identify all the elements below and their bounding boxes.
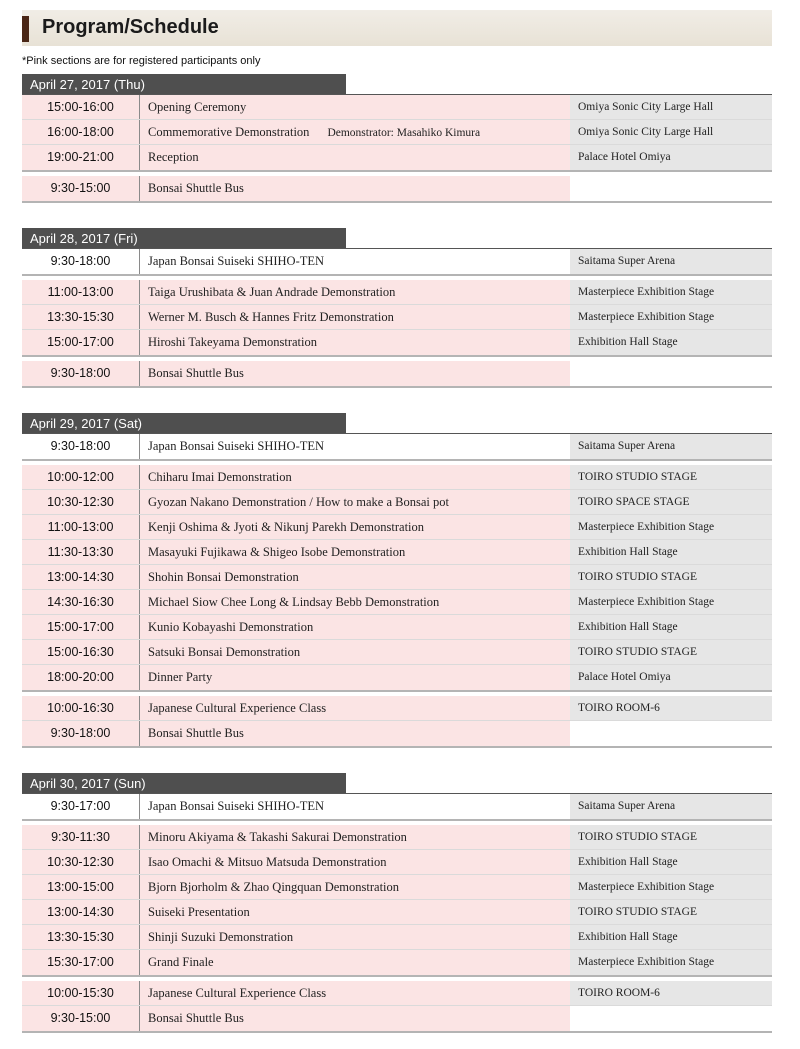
schedule-row <box>22 515 772 540</box>
time-cell: 9:30-15:00 <box>22 1006 140 1031</box>
day-label: April 27, 2017 (Thu) <box>22 74 346 94</box>
schedule-row <box>22 330 772 355</box>
demonstrator-name: Demonstrator: Masahiko Kimura <box>327 127 481 139</box>
schedule-row <box>22 850 772 875</box>
schedule-row <box>22 305 772 330</box>
time-cell: 15:00-17:00 <box>22 615 140 639</box>
event-name: Bonsai Shuttle Bus <box>148 726 244 740</box>
event-name: Chiharu Imai Demonstration <box>148 470 292 484</box>
venue-cell: Palace Hotel Omiya <box>570 665 772 690</box>
venue-cell: Exhibition Hall Stage <box>570 925 772 949</box>
venue-cell: Exhibition Hall Stage <box>570 540 772 564</box>
schedule-row <box>22 640 772 665</box>
event-cell <box>140 515 570 539</box>
time-cell: 19:00-21:00 <box>22 145 140 170</box>
schedule-block <box>22 249 772 276</box>
event-name: Isao Omachi & Mitsuo Matsuda Demonstration <box>148 855 387 869</box>
schedule-row <box>22 615 772 640</box>
venue-cell <box>570 176 772 201</box>
time-cell: 9:30-11:30 <box>22 825 140 849</box>
event-name: Japanese Cultural Experience Class <box>148 986 327 1000</box>
event-name: Bonsai Shuttle Bus <box>148 366 244 380</box>
venue-cell <box>570 721 772 746</box>
registration-note: *Pink sections are for registered participants only <box>22 55 261 67</box>
venue-cell: Masterpiece Exhibition Stage <box>570 950 772 975</box>
schedule-block <box>22 280 772 357</box>
day-label: April 30, 2017 (Sun) <box>22 773 346 793</box>
event-name: Japan Bonsai Suiseki SHIHO-TEN <box>148 799 325 813</box>
event-cell <box>140 465 570 489</box>
schedule-block <box>22 696 772 748</box>
time-cell: 10:00-15:30 <box>22 981 140 1005</box>
day-section <box>22 228 772 388</box>
venue-cell: TOIRO STUDIO STAGE <box>570 565 772 589</box>
event-name: Taiga Urushibata & Juan Andrade Demonstration <box>148 285 396 299</box>
event-cell <box>140 120 570 144</box>
time-cell: 13:00-14:30 <box>22 900 140 924</box>
event-cell <box>140 900 570 924</box>
venue-cell: Omiya Sonic City Large Hall <box>570 95 772 119</box>
event-cell <box>140 794 570 819</box>
event-cell <box>140 721 570 746</box>
event-name: Kenji Oshima & Jyoti & Nikunj Parekh Demonstration <box>148 520 425 534</box>
venue-cell: Masterpiece Exhibition Stage <box>570 305 772 329</box>
venue-cell: Saitama Super Arena <box>570 794 772 819</box>
event-cell <box>140 1006 570 1031</box>
event-name: Shohin Bonsai Demonstration <box>148 570 299 584</box>
schedule-block <box>22 825 772 977</box>
time-cell: 15:30-17:00 <box>22 950 140 975</box>
venue-cell: Masterpiece Exhibition Stage <box>570 280 772 304</box>
schedule-block <box>22 361 772 388</box>
event-cell <box>140 361 570 386</box>
event-cell <box>140 540 570 564</box>
time-cell: 13:00-15:00 <box>22 875 140 899</box>
event-name: Gyozan Nakano Demonstration / How to make a Bonsai pot <box>148 495 449 509</box>
event-cell <box>140 696 570 720</box>
time-cell: 13:30-15:30 <box>22 925 140 949</box>
event-cell <box>140 590 570 614</box>
event-name: Japan Bonsai Suiseki SHIHO-TEN <box>148 439 325 453</box>
time-cell: 11:00-13:00 <box>22 515 140 539</box>
event-cell <box>140 875 570 899</box>
page-title: Program/Schedule <box>42 16 219 38</box>
time-cell: 10:30-12:30 <box>22 850 140 874</box>
day-label: April 28, 2017 (Fri) <box>22 228 346 248</box>
time-cell: 14:30-16:30 <box>22 590 140 614</box>
time-cell: 13:30-15:30 <box>22 305 140 329</box>
schedule-row <box>22 925 772 950</box>
day-header <box>22 228 772 249</box>
event-cell <box>140 925 570 949</box>
schedule-block <box>22 981 772 1033</box>
day-section <box>22 413 772 748</box>
day-label: April 29, 2017 (Sat) <box>22 413 346 433</box>
venue-cell: TOIRO ROOM-6 <box>570 696 772 720</box>
event-cell <box>140 565 570 589</box>
venue-cell: Saitama Super Arena <box>570 249 772 274</box>
event-name: Werner M. Busch & Hannes Fritz Demonstration <box>148 310 394 324</box>
venue-cell: Palace Hotel Omiya <box>570 145 772 170</box>
time-cell: 9:30-18:00 <box>22 721 140 746</box>
event-cell <box>140 490 570 514</box>
schedule-row <box>22 361 772 386</box>
time-cell: 9:30-18:00 <box>22 249 140 274</box>
schedule-row <box>22 981 772 1006</box>
event-name: Opening Ceremony <box>148 100 247 114</box>
event-cell <box>140 981 570 1005</box>
event-name: Reception <box>148 150 199 164</box>
event-cell <box>140 280 570 304</box>
page-header <box>22 10 772 46</box>
event-cell <box>140 615 570 639</box>
event-cell <box>140 850 570 874</box>
event-name: Satsuki Bonsai Demonstration <box>148 645 301 659</box>
venue-cell: TOIRO STUDIO STAGE <box>570 640 772 664</box>
schedule-row <box>22 176 772 201</box>
time-cell: 11:30-13:30 <box>22 540 140 564</box>
event-cell <box>140 305 570 329</box>
event-cell <box>140 249 570 274</box>
schedule-block <box>22 95 772 172</box>
venue-cell <box>570 1006 772 1031</box>
schedule-row <box>22 145 772 170</box>
time-cell: 18:00-20:00 <box>22 665 140 690</box>
schedule-row <box>22 249 772 274</box>
event-name: Suiseki Presentation <box>148 905 250 919</box>
schedule-row <box>22 540 772 565</box>
venue-cell: TOIRO ROOM-6 <box>570 981 772 1005</box>
event-cell <box>140 330 570 355</box>
venue-cell: TOIRO SPACE STAGE <box>570 490 772 514</box>
event-cell <box>140 176 570 201</box>
event-cell <box>140 825 570 849</box>
venue-cell: TOIRO STUDIO STAGE <box>570 825 772 849</box>
time-cell: 9:30-17:00 <box>22 794 140 819</box>
event-name: Commemorative Demonstration <box>148 125 310 139</box>
venue-cell: Masterpiece Exhibition Stage <box>570 875 772 899</box>
time-cell: 15:00-16:30 <box>22 640 140 664</box>
venue-cell: Exhibition Hall Stage <box>570 615 772 639</box>
event-name: Bonsai Shuttle Bus <box>148 1011 244 1025</box>
event-name: Shinji Suzuki Demonstration <box>148 930 294 944</box>
schedule-row <box>22 280 772 305</box>
time-cell: 10:00-16:30 <box>22 696 140 720</box>
venue-cell: Exhibition Hall Stage <box>570 330 772 355</box>
event-name: Hiroshi Takeyama Demonstration <box>148 335 317 349</box>
schedule-block <box>22 176 772 203</box>
event-name: Bjorn Bjorholm & Zhao Qingquan Demonstration <box>148 880 400 894</box>
time-cell: 9:30-18:00 <box>22 434 140 459</box>
event-cell <box>140 145 570 170</box>
event-name: Japan Bonsai Suiseki SHIHO-TEN <box>148 254 325 268</box>
day-header <box>22 74 772 95</box>
schedule-row <box>22 95 772 120</box>
venue-cell: TOIRO STUDIO STAGE <box>570 900 772 924</box>
event-name: Grand Finale <box>148 955 214 969</box>
schedule-row <box>22 721 772 746</box>
venue-cell <box>570 361 772 386</box>
event-name: Dinner Party <box>148 670 213 684</box>
day-section <box>22 74 772 203</box>
event-cell <box>140 95 570 119</box>
event-name: Michael Siow Chee Long & Lindsay Bebb Demonstration <box>148 595 440 609</box>
time-cell: 9:30-18:00 <box>22 361 140 386</box>
venue-cell: TOIRO STUDIO STAGE <box>570 465 772 489</box>
schedule-row <box>22 825 772 850</box>
schedule-row <box>22 950 772 975</box>
event-name: Masayuki Fujikawa & Shigeo Isobe Demonstration <box>148 545 406 559</box>
venue-cell: Saitama Super Arena <box>570 434 772 459</box>
event-name: Kunio Kobayashi Demonstration <box>148 620 314 634</box>
event-cell <box>140 434 570 459</box>
schedule-row <box>22 875 772 900</box>
time-cell: 16:00-18:00 <box>22 120 140 144</box>
schedule-row <box>22 120 772 145</box>
time-cell: 10:30-12:30 <box>22 490 140 514</box>
event-name: Japanese Cultural Experience Class <box>148 701 327 715</box>
time-cell: 13:00-14:30 <box>22 565 140 589</box>
schedule-row <box>22 590 772 615</box>
venue-cell: Masterpiece Exhibition Stage <box>570 590 772 614</box>
day-header <box>22 773 772 794</box>
event-name: Bonsai Shuttle Bus <box>148 181 244 195</box>
venue-cell: Omiya Sonic City Large Hall <box>570 120 772 144</box>
schedule-row <box>22 434 772 459</box>
schedule-row <box>22 565 772 590</box>
schedule-block <box>22 434 772 461</box>
time-cell: 11:00-13:00 <box>22 280 140 304</box>
event-cell <box>140 640 570 664</box>
event-name: Minoru Akiyama & Takashi Sakurai Demonstration <box>148 830 407 844</box>
event-cell <box>140 950 570 975</box>
time-cell: 15:00-16:00 <box>22 95 140 119</box>
schedule-row <box>22 696 772 721</box>
schedule-row <box>22 465 772 490</box>
day-section <box>22 773 772 1033</box>
time-cell: 10:00-12:00 <box>22 465 140 489</box>
venue-cell: Masterpiece Exhibition Stage <box>570 515 772 539</box>
schedule-row <box>22 665 772 690</box>
schedule-row <box>22 490 772 515</box>
schedule-block <box>22 465 772 692</box>
schedule-row <box>22 900 772 925</box>
schedule-row <box>22 1006 772 1031</box>
day-header <box>22 413 772 434</box>
time-cell: 9:30-15:00 <box>22 176 140 201</box>
schedule-block <box>22 794 772 821</box>
venue-cell: Exhibition Hall Stage <box>570 850 772 874</box>
header-accent-bar <box>22 16 29 42</box>
time-cell: 15:00-17:00 <box>22 330 140 355</box>
event-cell <box>140 665 570 690</box>
schedule-row <box>22 794 772 819</box>
